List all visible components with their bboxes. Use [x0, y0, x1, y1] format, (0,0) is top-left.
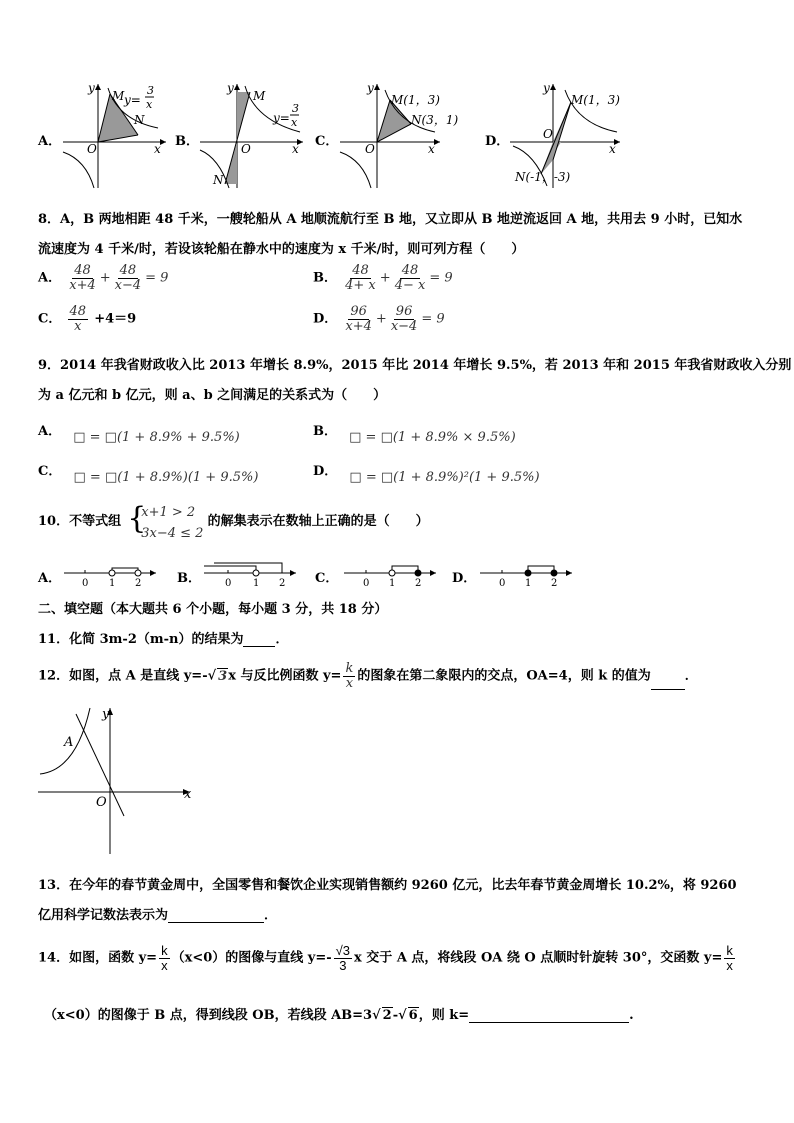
closed-dot	[551, 570, 557, 576]
numerator: 48	[74, 263, 91, 278]
rhs: = 9	[421, 311, 445, 327]
q11-end: ．	[275, 632, 289, 647]
q7-option-b-label: B．	[175, 134, 199, 149]
operator: +	[379, 270, 391, 286]
tick-1: 1	[109, 578, 116, 588]
q10-option-c-numberline[interactable]	[340, 558, 440, 588]
label-x: x	[154, 142, 161, 156]
option-label: C．	[38, 311, 62, 327]
denominator: x−4	[114, 277, 142, 293]
numerator: 48	[69, 304, 87, 319]
q8-option-b[interactable]	[313, 264, 453, 292]
option-label: B．	[313, 424, 337, 439]
q13-line1: 13．在今年的春节黄金周中，全国零售和餐饮企业实现销售额约 9260 亿元，比去年春节黄金周增长 10.2%，将 9260	[38, 878, 737, 893]
fraction-k-over-x	[343, 662, 355, 690]
q10-option-b-numberline[interactable]	[200, 558, 300, 588]
q14-pre: 14．如图，函数 y=	[38, 950, 158, 966]
y-axis-arrow	[95, 84, 101, 90]
q8-option-d[interactable]	[313, 305, 445, 333]
tick-0: 0	[499, 578, 506, 588]
q14-line1	[38, 944, 737, 972]
numerator: k	[726, 943, 733, 958]
denominator: x	[726, 957, 733, 973]
label-y: y	[367, 81, 374, 95]
q8-option-c[interactable]	[38, 305, 136, 333]
expression: □ = □(1 + 8.9% + 9.5%)	[73, 430, 240, 445]
option-label: C．	[38, 464, 62, 479]
q7-option-c-label: C．	[315, 134, 339, 149]
numerator: 48	[352, 263, 369, 278]
q12-answer-blank[interactable]	[651, 689, 685, 690]
q10-option-a-numberline[interactable]	[60, 558, 160, 588]
q10-option-d-numberline[interactable]	[476, 558, 576, 588]
axis-arrow	[150, 570, 156, 576]
sqrt-radicand-2: 2	[382, 1008, 392, 1023]
inequality-1: x+1 > 2	[141, 505, 196, 520]
equation-den: x	[291, 116, 298, 129]
denominator: x+4	[69, 277, 96, 293]
equation-y: y=	[124, 93, 141, 107]
axis-arrow	[566, 570, 572, 576]
q13-end: ．	[264, 908, 278, 923]
label-y: y	[543, 81, 550, 95]
tick-0: 0	[225, 578, 232, 588]
closed-dot	[415, 570, 421, 576]
sqrt-sign: √	[372, 1008, 381, 1023]
sqrt-radicand: 3	[218, 668, 228, 684]
label-x: x	[428, 142, 435, 156]
section-2-title: 二、填空题（本大题共 6 个小题，每小题 3 分，共 18 分）	[38, 602, 388, 617]
q10-stem	[38, 502, 429, 544]
label-m: M(1，3)	[571, 93, 620, 107]
q10-option-b-label: B．	[177, 571, 201, 586]
label-o: O	[96, 795, 107, 810]
label-n: N(-1，-3)	[515, 170, 571, 184]
solution-bracket	[112, 568, 138, 573]
q9-stem-line1: 9．2014 年我省财政收入比 2013 年增长 8.9%，2015 年比 2014 年增长 9.5%，若 2013 年和 2015 年我省财政收入分别	[38, 358, 792, 373]
tick-0: 0	[363, 578, 370, 588]
q7-option-a-label: A．	[38, 134, 62, 149]
axis-arrow	[290, 570, 296, 576]
q10-suffix: 的解集表示在数轴上正确的是（ ）	[207, 514, 429, 529]
fraction	[67, 264, 98, 292]
q9-option-d[interactable]	[313, 460, 540, 485]
q7-option-b-graph[interactable]	[195, 80, 305, 190]
equation-num: 3	[147, 84, 154, 97]
equation-y: y=	[273, 111, 290, 125]
y-axis-arrow	[550, 84, 556, 90]
sqrt-sign: √	[398, 1008, 407, 1023]
fraction	[68, 305, 89, 333]
q7-option-d-graph[interactable]	[505, 80, 625, 190]
axis-arrow	[430, 570, 436, 576]
y-axis-arrow	[234, 84, 240, 90]
numerator: k	[345, 661, 354, 676]
left-brace: {	[127, 501, 147, 536]
label-o: O	[365, 142, 375, 156]
option-label: A．	[38, 424, 62, 439]
q10-option-a-label: A．	[38, 571, 62, 586]
fraction-sqrt3-over-3	[334, 944, 352, 972]
label-y: y	[227, 81, 234, 95]
rest: +4＝9	[94, 311, 137, 327]
hyperbola-branch-q3	[340, 152, 371, 188]
fraction-k-over-x-2	[724, 944, 735, 972]
q7-option-d-label: D．	[485, 134, 510, 149]
tick-2: 2	[135, 578, 142, 588]
q8-option-a[interactable]	[38, 264, 168, 292]
fraction-k-over-x	[159, 944, 170, 972]
label-n: N	[134, 113, 145, 127]
option-label: D．	[313, 311, 338, 327]
numerator: 48	[401, 263, 419, 278]
denominator: x	[74, 318, 82, 334]
q14-line2a: （x<0）的图像于 B 点，得到线段 OB，若线段 AB=3	[44, 1008, 373, 1023]
label-m: M	[112, 89, 125, 103]
q10-prefix: 10．不等式组	[38, 514, 122, 529]
option-label: A．	[38, 270, 62, 286]
q13-line2	[38, 904, 277, 923]
q8-stem-line2: 流速度为 4 千米/时，若设该轮船在静水中的速度为 x 千米/时，则可列方程（ ）	[38, 242, 525, 257]
denominator: 4− x	[394, 277, 426, 293]
q12-post: 的图象在第二象限内的交点，OA=4，则 k 的值为	[357, 668, 651, 684]
open-dot	[109, 570, 115, 576]
label-a: A	[64, 735, 74, 750]
inequality-system	[127, 502, 203, 544]
q12-figure	[38, 706, 198, 856]
q7-option-a-graph[interactable]	[58, 80, 168, 190]
minus: -	[392, 1008, 399, 1023]
solution-bracket-left	[204, 566, 256, 573]
open-dot	[253, 570, 259, 576]
q14-line2b: ，则 k=	[418, 1008, 470, 1023]
label-y: y	[102, 707, 110, 722]
tick-2: 2	[415, 578, 422, 588]
tick-1: 1	[253, 578, 260, 588]
label-o: O	[543, 127, 553, 141]
label-n: N	[213, 173, 224, 187]
q9-stem-line2: 为 a 亿元和 b 亿元，则 a、b 之间满足的关系式为（ ）	[38, 388, 387, 403]
fraction	[113, 264, 144, 292]
fraction	[393, 264, 428, 292]
label-y: y	[88, 81, 95, 95]
option-label: D．	[313, 464, 338, 479]
equation-den: x	[146, 98, 153, 111]
fraction	[389, 305, 420, 333]
tick-0: 0	[82, 578, 89, 588]
label-x: x	[184, 787, 192, 802]
label-o: O	[241, 142, 251, 156]
label-x: x	[292, 142, 299, 156]
tick-2: 2	[279, 578, 286, 588]
numerator: 48	[119, 263, 137, 278]
fraction	[343, 305, 374, 333]
denominator: 4+ x	[345, 277, 376, 293]
denominator: x	[345, 675, 354, 691]
open-dot	[135, 570, 141, 576]
q12-end: ．	[684, 668, 698, 684]
option-label: B．	[313, 270, 337, 286]
q8-stem-line1: 8．A，B 两地相距 48 千米，一艘轮船从 A 地顺流航行至 B 地，又立即从 B 地逆流返回 A 地，共用去 9 小时，已知水	[38, 212, 743, 227]
closed-dot	[525, 570, 531, 576]
open-dot	[389, 570, 395, 576]
q14-mid1: （x<0）的图像与直线 y=-	[171, 950, 332, 966]
solution-bracket	[528, 566, 554, 573]
tick-1: 1	[525, 578, 532, 588]
sqrt-radicand-6: 6	[408, 1008, 418, 1023]
solution-bracket-right	[214, 563, 282, 573]
x-axis-arrow	[434, 139, 440, 145]
equation-num: 3	[292, 102, 299, 115]
label-m: M	[253, 89, 266, 103]
solution-bracket	[392, 566, 418, 573]
inequality-2: 3x−4 ≤ 2	[141, 526, 204, 541]
rhs: = 9	[145, 270, 169, 286]
label-n: N(3，1)	[411, 113, 459, 127]
q13-answer-blank[interactable]	[168, 922, 264, 923]
q13-line2-text: 亿用科学记数法表示为	[38, 908, 169, 923]
tick-2: 2	[551, 578, 558, 588]
hyperbola-branch-q3	[63, 152, 94, 188]
q11	[38, 628, 288, 647]
q14-line2	[44, 1004, 634, 1023]
denominator: x−4	[390, 318, 418, 334]
q11-answer-blank[interactable]	[243, 646, 275, 647]
sqrt-sign: √	[207, 668, 217, 684]
label-m: M(1，3)	[391, 93, 440, 107]
fraction	[343, 264, 378, 292]
denominator: x+4	[345, 318, 372, 334]
expression: □ = □(1 + 8.9% × 9.5%)	[349, 430, 516, 445]
q9-option-b[interactable]	[313, 420, 516, 445]
numerator: 96	[350, 304, 367, 319]
rhs: = 9	[429, 270, 453, 286]
label-o: O	[87, 142, 97, 156]
q14-end: .	[629, 1008, 634, 1023]
q7-option-c-graph[interactable]	[335, 80, 465, 190]
q10-option-c-label: C．	[315, 571, 339, 586]
numerator: 96	[395, 304, 413, 319]
q10-option-d-label: D．	[452, 571, 477, 586]
x-axis-arrow	[160, 139, 166, 145]
q9-option-a[interactable]	[38, 420, 240, 445]
operator: +	[99, 270, 111, 286]
q12-stem	[38, 662, 698, 690]
denominator: x	[161, 957, 168, 973]
q14-answer-blank[interactable]	[469, 1022, 629, 1023]
q11-text: 11．化简 3m-2（m-n）的结果为	[38, 632, 244, 647]
segment-om	[553, 102, 571, 160]
q12-pre: 12．如图，点 A 是直线 y=-	[38, 668, 208, 684]
expression: □ = □(1 + 8.9%)(1 + 9.5%)	[73, 470, 259, 485]
expression: □ = □(1 + 8.9%)²(1 + 9.5%)	[349, 470, 540, 485]
q14-mid2: x 交于 A 点，将线段 OA 绕 O 点顺时针旋转 30°，交函数 y=	[354, 950, 723, 966]
y-axis-arrow	[374, 84, 380, 90]
q9-option-c[interactable]	[38, 460, 259, 485]
q12-mid: x 与反比例函数 y=	[228, 668, 342, 684]
numerator: k	[161, 943, 168, 958]
denominator: 3	[339, 957, 347, 973]
label-x: x	[609, 142, 616, 156]
tick-1: 1	[389, 578, 396, 588]
operator: +	[375, 311, 387, 327]
numerator: √3	[335, 943, 351, 958]
